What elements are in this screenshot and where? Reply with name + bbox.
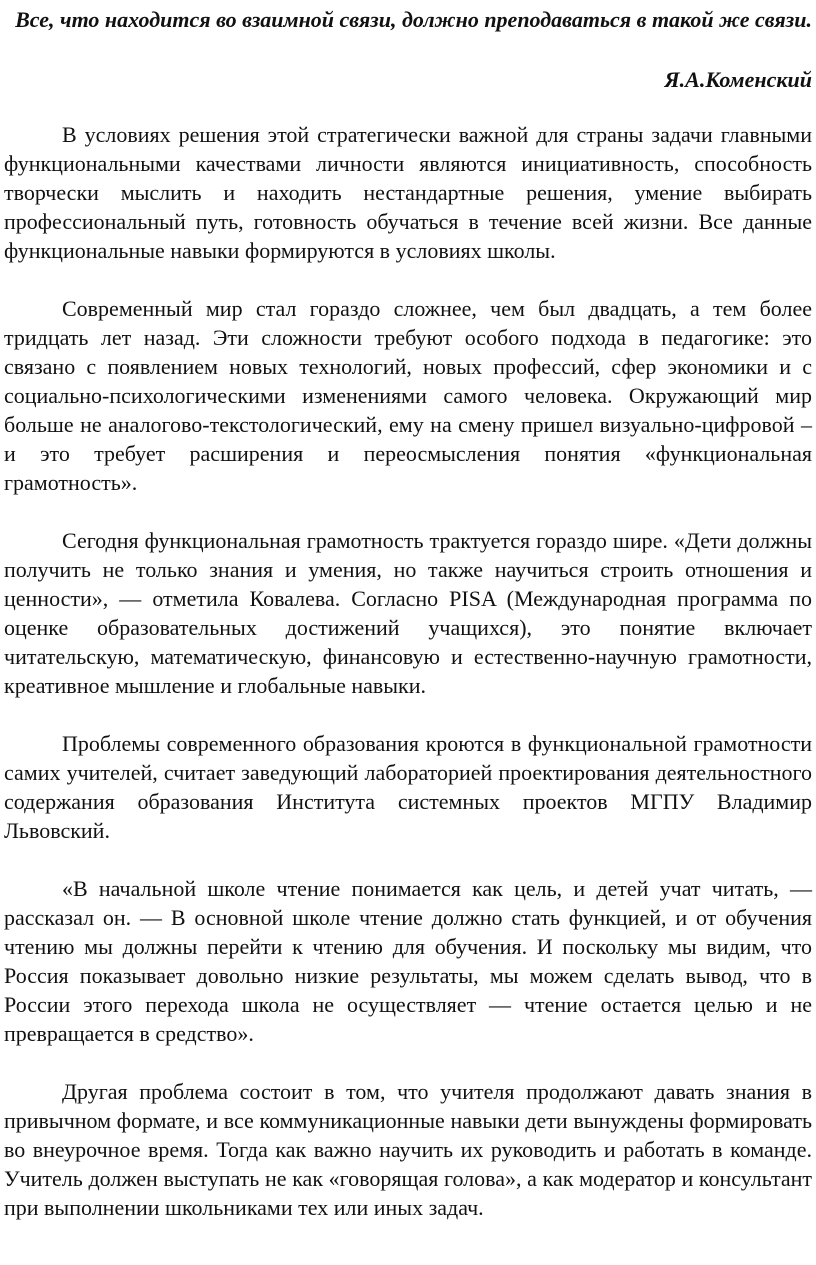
paragraph-1: В условиях решения этой стратегически важной для страны задачи главными функциональными качествами личности являются инициативность, способность творчески мыслить и находить нестандартные решения, умение выбирать профессиональный путь, готовность обучаться в течение всей жизни. Все данные функциональные навыки формируются в условиях школы. <box>4 122 812 263</box>
paragraph-2: Современный мир стал гораздо сложнее, чем был двадцать, а тем более тридцать лет назад. Эти сложности требуют особого подхода в педагогике: это связано с появлением новых технологий, новых профессий, сфер экономики и с социально-психологическими изменениями самого человека. Окружающий мир больше не аналогово-текстологический, ему на смену пришел визуально-цифровой – и это требует расширения и переосмысления понятия «функциональная грамотность». <box>4 296 812 495</box>
paragraph-5: «В начальной школе чтение понимается как цель, и детей учат читать, — рассказал он. — В основной школе чтение должно стать функцией, и от обучения чтению мы должны перейти к чтению для обучения. И поскольку мы видим, что Россия показывает довольно низкие результаты, мы можем сделать вывод, что в России этого перехода школа не осуществляет — чтение остается целью и не превращается в средство». <box>4 876 812 1046</box>
paragraph-6: Другая проблема состоит в том, что учителя продолжают давать знания в привычном формате, и все коммуникационные навыки дети вынуждены формировать во внеурочное время. Тогда как важно научить их руководить и работать в команде. Учитель должен выступать не как «говорящая голова», а как модератор и консультант при выполнении школьниками тех или иных задач. <box>4 1079 812 1220</box>
epigraph-author: Я.А.Коменский <box>664 67 812 92</box>
paragraph-4: Проблемы современного образования кроются в функциональной грамотности самих учителей, считает заведующий лабораторией проектирования деятельностного содержания образования Института системных проектов МГПУ Владимир Львовский. <box>4 731 812 843</box>
paragraph-3: Сегодня функциональная грамотность трактуется гораздо шире. «Дети должны получить не только знания и умения, но также научиться строить отношения и ценности», — отметила Ковалева. Согласно PISA (Международная программа по оценке образовательных достижений учащихся), это понятие включает читательскую, математическую, финансовую и естественно-научную грамотности, креативное мышление и глобальные навыки. <box>4 528 812 698</box>
epigraph-quote: Все, что находится во взаимной связи, должно преподаваться в такой же связи. <box>15 7 812 32</box>
